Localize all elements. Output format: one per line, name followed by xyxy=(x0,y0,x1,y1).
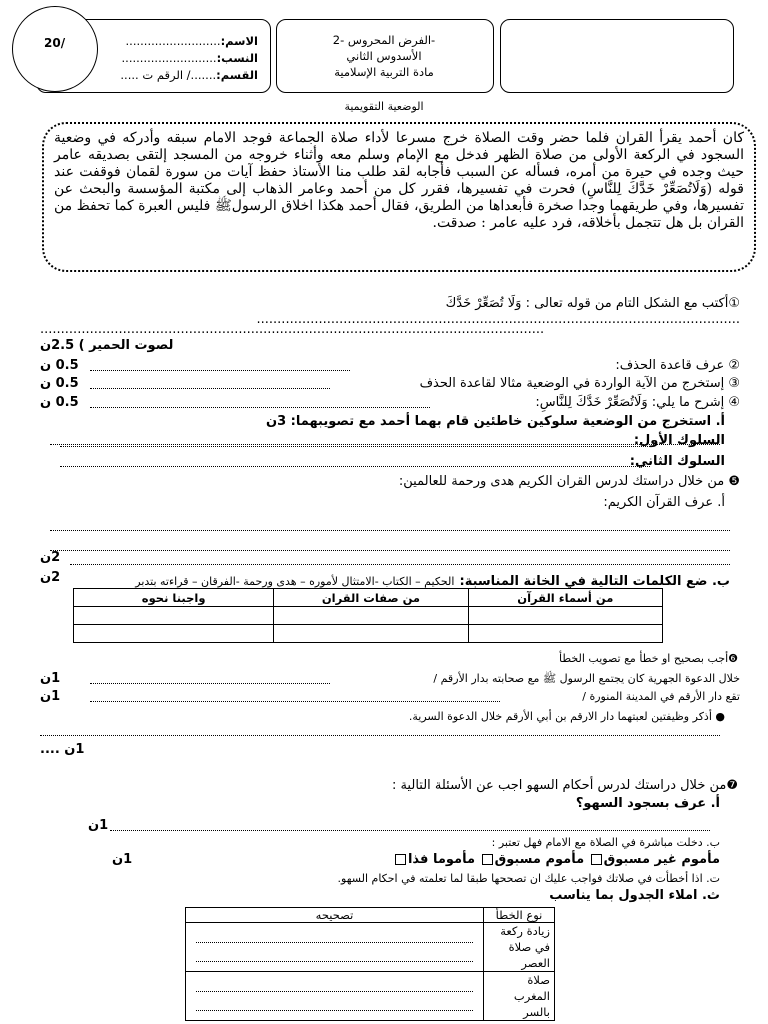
question-6: ❻أجب بصحيح او خطأ مع تصويب الخطأ xyxy=(559,652,738,665)
behavior-2-line[interactable] xyxy=(60,466,650,467)
student-surname-field[interactable] xyxy=(108,51,258,66)
question-6-bullet-line[interactable] xyxy=(40,735,720,736)
class-label: القسم: xyxy=(216,68,258,82)
question-7a-mark: 1ن xyxy=(88,818,109,833)
class-value: ......./ الرقم ت ..... xyxy=(120,68,217,82)
question-7c: ت. اذا أخطأت في صلاتك فواجب عليك ان تصححها طبقا لما تعلمته في احكام السهو. xyxy=(337,872,720,885)
question-5b xyxy=(100,570,730,590)
student-name-dots: .......................... xyxy=(125,34,221,48)
student-surname-dots: .......................... xyxy=(121,51,217,65)
question-5b-words: الحكيم – الكتاب -الامتثال لأموره – هدى ورحمة -الفرقان – قراءته بتدبر xyxy=(135,575,455,588)
table-cell[interactable] xyxy=(74,625,274,643)
question-7d: ث. املاء الجدول بما يناسب xyxy=(549,888,720,903)
question-5a-line-3[interactable] xyxy=(70,564,730,565)
quran-table-header-names: من أسماء القرآن xyxy=(468,589,662,607)
checkbox-late[interactable] xyxy=(482,854,493,865)
quran-table-header-attributes: من صفات القران xyxy=(274,589,468,607)
quran-table-header-duties: واجبنا نحوه xyxy=(74,589,274,607)
question-2: ② عرف قاعدة الحذف: xyxy=(615,358,740,373)
question-4-mark: 0.5 ن xyxy=(40,395,79,410)
table-cell[interactable] xyxy=(74,607,274,625)
question-1-answer-line[interactable]: .......................................................................................................................... xyxy=(40,322,545,337)
question-5a-mark: 2ن xyxy=(40,550,61,565)
question-1-mark: لصوت الحمير ) 2.5ن xyxy=(40,338,174,353)
option-late: مأموم مسبوق xyxy=(494,852,585,867)
question-6-statement-1: خلال الدعوة الجهرية كان يجتمع الرسول ﷺ مع صحابته بدار الأرقم / xyxy=(433,672,740,685)
errors-table-header-fix: تصحيحه xyxy=(186,908,484,923)
behavior-2-label: السلوك الثاني: xyxy=(629,454,725,469)
question-5b-label: ب. ضع الكلمات التالية في الخانة المناسبة: xyxy=(459,574,730,589)
question-5b-mark: 2ن xyxy=(40,570,61,585)
question-5: ❺ من خلال دراستك لدرس القران الكريم هدى ورحمة للعالمين: xyxy=(398,474,740,489)
question-6-bullet-text: أذكر وظيفتين لعبتهما دار الارقم بن أبي الأرقم خلال الدعوة السرية. xyxy=(408,710,712,723)
errors-table-header-error: نوع الخطأ xyxy=(484,908,555,923)
question-7: ❼من خلال دراستك لدرس أحكام السهو اجب عن الأسئلة التالية : xyxy=(391,778,738,793)
table-cell[interactable] xyxy=(468,625,662,643)
errors-table-row-1-error: زيادة ركعة في صلاة العصر xyxy=(484,923,555,972)
question-7b-mark: 1ن xyxy=(112,852,133,867)
table-cell[interactable] xyxy=(274,607,468,625)
question-6-statement-1-line[interactable] xyxy=(90,683,330,684)
errors-table-row-2-error: صلاة المغرب بالسر xyxy=(484,972,555,1021)
question-7b: ب. دخلت مباشرة في الصلاة مع الامام فهل تعتبر : xyxy=(491,836,720,849)
option-not-late: مأموم غير مسبوق xyxy=(603,852,720,867)
situation-title: الوضعية التقويمية xyxy=(344,100,424,113)
question-3: ③ إستخرج من الآية الواردة في الوضعية مثالا لقاعدة الحذف xyxy=(419,376,740,391)
question-6-statement-2-line[interactable] xyxy=(90,701,500,702)
checkbox-not-late[interactable] xyxy=(591,854,602,865)
question-1-dots[interactable]: ..................................................................................................................... xyxy=(256,312,740,327)
question-6-bullet-mark: 1ن .... xyxy=(40,742,85,757)
table-cell[interactable] xyxy=(468,607,662,625)
behavior-1-label: السلوك الأول: xyxy=(633,433,725,448)
question-6-statement-2: تقع دار الأرقم في المدينة المنورة / xyxy=(582,690,740,703)
semester: الأسدوس الثاني xyxy=(346,49,422,63)
score: 20/ xyxy=(44,36,66,50)
question-7a: أ. عرف بسجود السهو؟ xyxy=(575,796,720,811)
question-7a-line[interactable] xyxy=(110,830,710,831)
question-5a-line-2[interactable] xyxy=(50,550,730,551)
errors-table-row-2-fix[interactable] xyxy=(186,972,484,1021)
exam-title: الفرض المحروس -2- xyxy=(332,33,436,47)
checkbox-alone[interactable] xyxy=(395,854,406,865)
student-name-field[interactable] xyxy=(108,34,258,49)
question-6-statement-2-mark: 1ن xyxy=(40,689,61,704)
question-2-answer-line[interactable] xyxy=(90,370,350,371)
question-2-mark: 0.5 ن xyxy=(40,358,79,373)
subject: مادة التربية الإسلامية xyxy=(334,65,434,79)
question-5a: أ. عرف القرآن الكريم: xyxy=(603,495,725,510)
bullet-icon: ● xyxy=(715,710,725,723)
question-5a-line-1[interactable] xyxy=(50,530,730,531)
errors-table-row-1-fix[interactable] xyxy=(186,923,484,972)
header-left-box xyxy=(500,19,734,93)
student-name-label: الاسم: xyxy=(220,34,258,48)
behavior-1-line[interactable] xyxy=(60,446,650,447)
question-6-bullet xyxy=(340,710,725,724)
question-4a: أ. استخرج من الوضعية سلوكين خاطئين قام بهما أحمد مع تصويبهما: 3ن xyxy=(265,414,725,429)
class-field[interactable] xyxy=(108,68,258,83)
quran-table xyxy=(73,588,663,643)
question-4-answer-line[interactable] xyxy=(90,407,430,408)
question-3-mark: 0.5 ن xyxy=(40,376,79,391)
question-6-statement-1-mark: 1ن xyxy=(40,671,61,686)
question-1-text: ①أكتب مع الشكل التام من قوله تعالى : وَلَا تُصَعِّرْ خَدَّكَ xyxy=(445,296,740,311)
student-surname-label: النسب: xyxy=(216,51,258,65)
option-alone: مأموما فذا xyxy=(407,852,476,867)
question-3-answer-line[interactable] xyxy=(90,388,330,389)
question-4: ④ إشرح ما يلي: وَلَاتُصَعِّرْ خَدَّكَ لِلنَّاسِ: xyxy=(535,395,740,410)
errors-table xyxy=(185,907,555,1021)
question-7b-options xyxy=(330,852,720,868)
situation-text: كان أحمد يقرأ القران فلما حضر وقت الصلاة خرج مسرعا لأداء صلاة الجماعة فوجد الامام سبقه وأدركه في وضعية السجود في الركعة الأولى من صلاة الظهر فدخل مع الإمام وسلم معه وأثناء خروجه من المسجد إلتقى بصديقه عامر حيث وجده في حيرة من أمره، فسأله عن السبب فأجابه لقد طلب منا الأستاذ حفظ آيات من سورة لقمان فوقفت عند قوله (وَلَاتُصَعِّرْ خَدَّكَ لِلنَّاسِ) فحرت في تفسيرها، فقرر كل من أحمد وعامر الذهاب إلى مكتبة المؤسسة والبحث عن تفسيرها، وفي طريقهما وجدا صخرة فأبعداها من الطريق، فقال أحمد هكذا اخلاق الرسولﷺ فليس العبرة كما تحفظ من القران بل هل تتجمل بأخلاقه، فرد عليه عامر : صدقت. xyxy=(54,130,744,231)
table-cell[interactable] xyxy=(274,625,468,643)
